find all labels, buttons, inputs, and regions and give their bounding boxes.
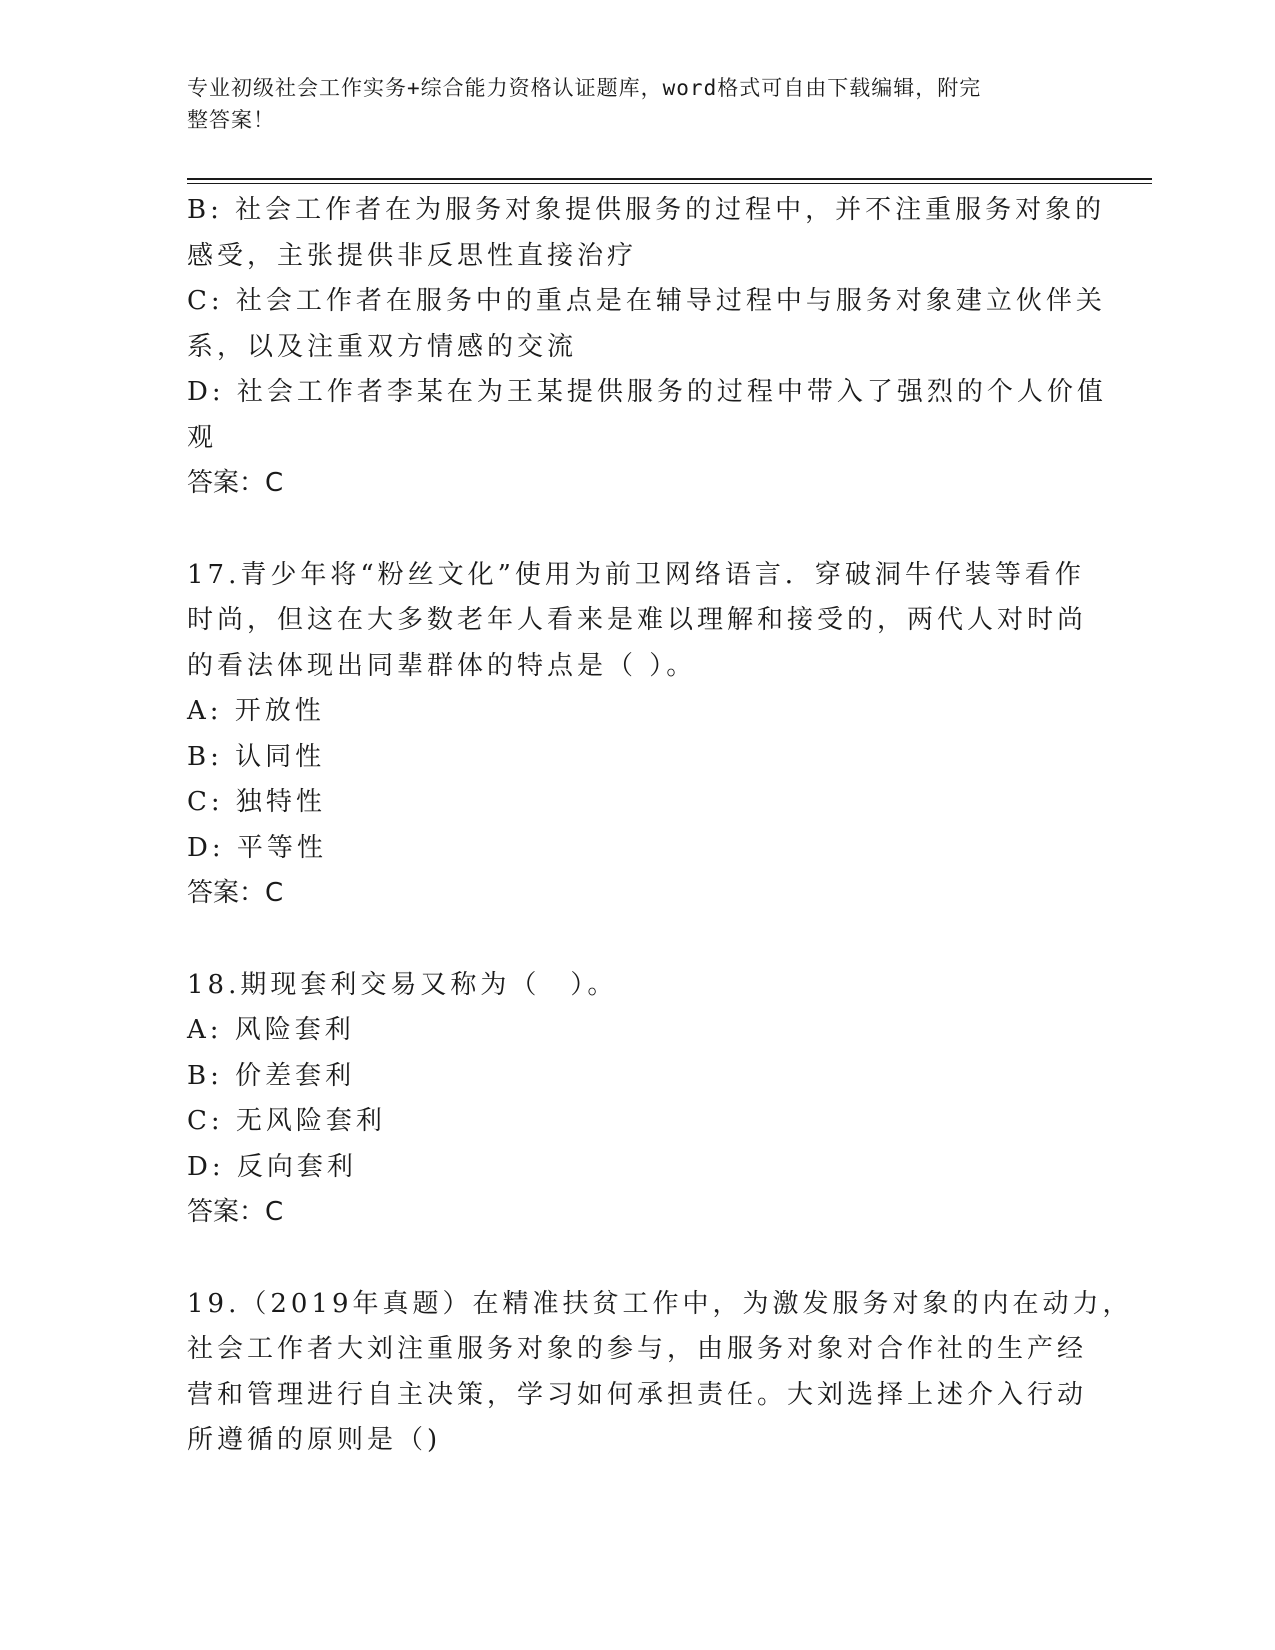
option-b: B: 认同性 [187,741,326,772]
header-line-2: 整答案！ [187,108,275,132]
header-rule [187,178,1152,180]
option-a: A: 风险套利 [187,1015,355,1045]
header-line-1: 专业初级社会工作实务+综合能力资格认证题库，word格式可自由下载编辑，附完 [187,76,982,100]
option-c: C: 无风险套利 [187,1106,386,1136]
question-18 [187,963,1087,1236]
option-c-line-2: 系，以及注重双方情感的交流 [187,331,578,362]
page-content [187,188,1133,1464]
spacer [187,917,1087,963]
option-c: C: 独特性 [187,787,326,817]
prev-question-options [187,188,1107,507]
spacer [187,507,1087,553]
option-c-line-1: C: 社会工作者在服务中的重点是在辅导过程中与服务对象建立伙伴关 [187,286,1106,316]
question-stem-line-3: 营和管理进行自主决策，学习如何承担责任。大刘选择上述介入行动 [187,1379,1088,1410]
option-b-line-1: B: 社会工作者在为服务对象提供服务的过程中，并不注重服务对象的 [187,195,1106,225]
question-stem-line-3: 的看法体现出同辈群体的特点是（ ）。 [187,650,697,681]
document-header [187,72,1077,136]
option-d-line-2: 观 [187,422,218,453]
spacer [187,1236,1087,1282]
question-stem-line-4: 所遵循的原则是（) [187,1425,442,1455]
option-d: D: 平等性 [187,832,327,863]
option-b: B: 价差套利 [187,1060,356,1091]
answer: 答案：C [187,468,284,498]
option-d-line-1: D: 社会工作者李某在为王某提供服务的过程中带入了强烈的个人价值 [187,377,1107,407]
question-stem-line-2: 社会工作者大刘注重服务对象的参与，由服务对象对合作社的生产经 [187,1334,1088,1364]
question-stem-line-1: 17.青少年将“粉丝文化”使用为前卫网络语言．穿破洞牛仔装等看作 [187,559,1085,590]
question-stem-line-1: 19.（2019年真题）在精准扶贫工作中，为激发服务对象的内在动力， [187,1288,1133,1319]
option-d: D: 反向套利 [187,1151,357,1182]
option-b-line-2: 感受，主张提供非反思性直接治疗 [187,240,638,271]
header-rule-thin [187,183,1152,184]
question-17 [187,553,1087,917]
question-stem: 18.期现套利交易又称为（ ）。 [187,969,618,1000]
question-stem-line-2: 时尚，但这在大多数老年人看来是难以理解和接受的，两代人对时尚 [187,605,1088,635]
question-19 [187,1282,1133,1464]
answer: 答案：C [187,1197,284,1227]
option-a: A: 开放性 [187,696,325,726]
answer: 答案：C [187,878,284,908]
